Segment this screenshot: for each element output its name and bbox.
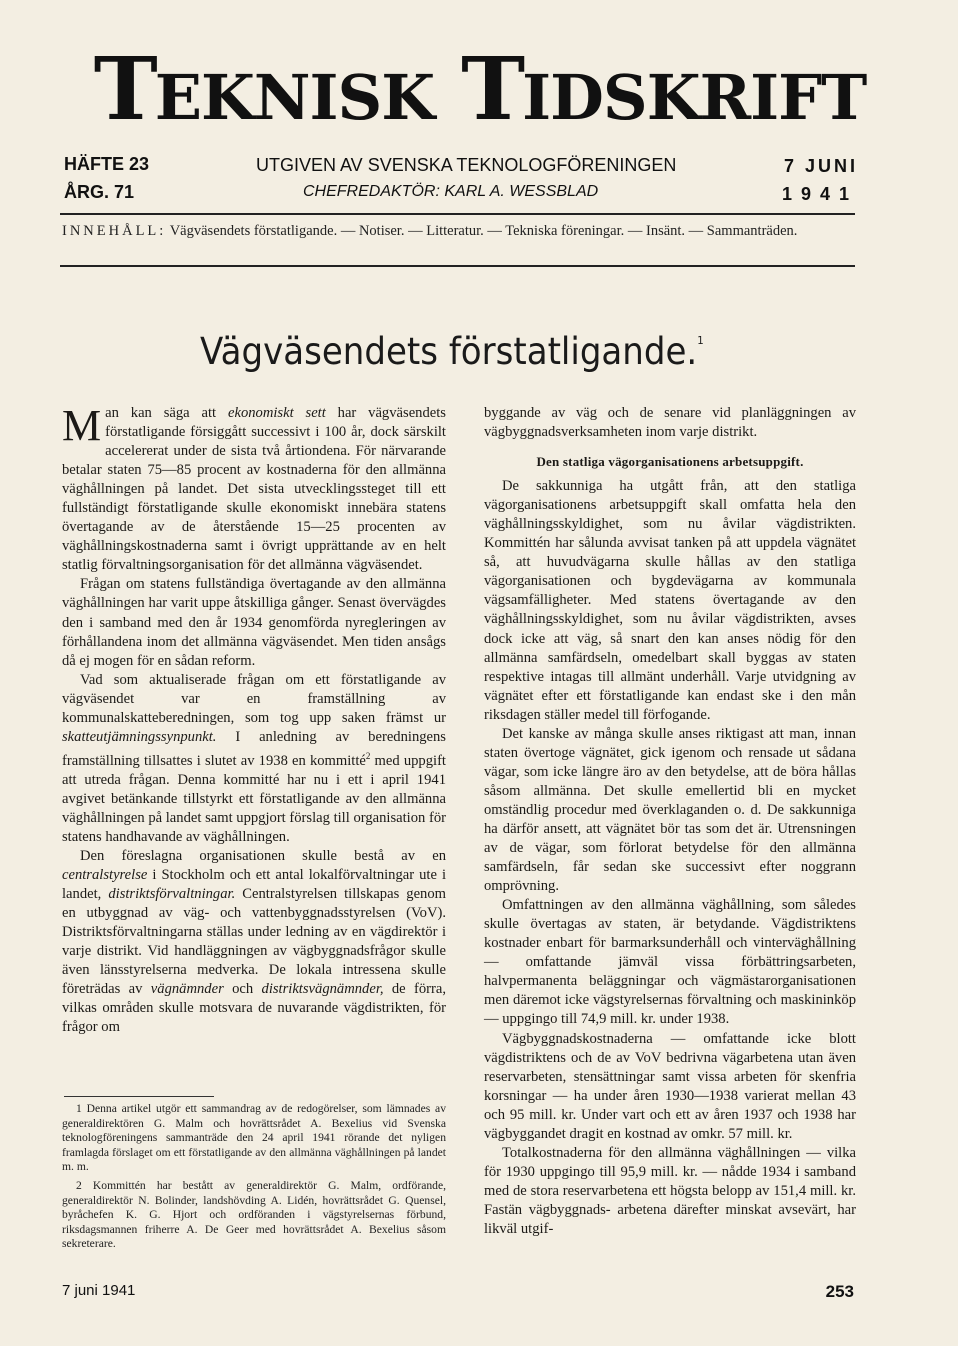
paragraph: byggande av väg och de senare vid planläggningen av vägbyggnadsverksamheten inom varje distrikt.: [484, 405, 856, 441]
contents-items: Vägväsendets förstatligande. — Notiser. — Litteratur. — Tekniska föreningar. — Insänt. — Sammanträden.: [169, 223, 798, 239]
footer-date: 7 juni 1941: [62, 1282, 136, 1299]
text-run: de förra, vilkas områden skulle motsvara de nuvarande vägdistrikten, för frågor om: [62, 981, 446, 1036]
contents-divider: [60, 265, 855, 267]
paragraph: Vägbyggnadskostnaderna — omfattande icke blott vägdistriktens och de av VoV bedrivna vägarbetena utan även reservarbeten, stensättningar samt vissa arbeten för skenfria korsningar — ha under åren 1930—1938 varierat mellan 43 och 95 mill. kr. Under vart och ett av åren 1937 och 1938 har vägbyggandet dragit en kostnad av omkr. 57 mill. kr.: [484, 1030, 856, 1142]
paragraph: Omfattningen av den allmänna väghållning, som således skulle övertagas av staten, är betydande. Vägdistriktens kostnader enbart för barmarksunderhåll och vinterväghållning — omfattande jämväl vissa förbättringsarbeten, halvpermanenta beläggningar och vägmästarorganisationen men däremot icke vägstyrelsernas förvaltning och maskininköp — uppgingo till 74,9 mill. kr. under 1938.: [484, 897, 856, 1028]
emphasis: ekonomiskt sett: [227, 405, 326, 421]
text-run: an kan säga att: [105, 405, 228, 421]
paragraph: Frågan om statens fullständiga övertagande av den allmänna väghållningen har varit uppe åtskilliga gånger. Senast övervägdes den i samband med den år 1934 genomförda nyregleringen av förhållandena inom det allmänna vägväsendet. Men tiden ansågs då ej mogen för en sådan reform.: [62, 576, 446, 669]
masthead-title: [60, 40, 900, 148]
masthead-cap-1: T: [93, 39, 155, 140]
text-run: med uppgift att utreda frågan. Denna kommitté har nu i ett i april 1941 avgivet betänkande tillstyrkt ett förstatligande av den allmänna väghållningen på landet samt uppgjort förslag till organisation för statens handhavande av väghållningen.: [62, 752, 446, 845]
paragraph: [62, 671, 446, 847]
text-run: Centralstyrelsen tillskapas genom en utbyggnad av väg- och vattenbyggnadsstyrelsen (VoV). Distriktsförvaltningarna ställas under ledning av en vägdirektör i varje distrikt. Vid handläggningen av vägbyggnadsfrågor skulle även länsstyrelserna medverka. De lokala intressena skulle företrädas av: [62, 886, 446, 998]
emphasis: distriktsförvaltningar.: [108, 886, 236, 903]
article-column-left: [62, 401, 446, 1037]
contents-label: INNEHÅLL:: [62, 223, 167, 239]
publisher-line: UTGIVEN AV SVENSKA TEKNOLOGFÖRENINGEN: [256, 155, 677, 175]
paragraph: [62, 847, 446, 1037]
text-run: i Stockholm och ett antal lokalförvaltningar ute i landet,: [62, 866, 446, 903]
masthead-word-1: EKNISK: [154, 61, 435, 134]
paragraph: De sakkunniga ha utgått från, att den statliga vägorganisationens arbetsuppgift skall omfatta hela den väghållningsskyldighet, som nu åvilar vägdistrikten. Kommittén har sålunda avvisat tanken på att uppdela vägnätet så, att huvudvägarna skulle hållas av den statliga vägorganisationen och bygdevägarna av kommunala vägsamfälligheter. Med statens övertagande av den väghållningsskyldighet, som nu åvilar vägdistrikten, avses dock icke att väg, så snart den kan anses nödig för den allmänna samfärdseln, omedelbart skall byggas av staten respektive intagas till allmänt underhåll. Varje utvidgning av vägnätet efter ett förstatligande kan endast ske i den mån riksdagen ställer medel till förfogande.: [484, 478, 856, 723]
issue-year: 1941: [781, 184, 858, 204]
text-run: Vad som aktualiserade frågan om ett förstatligande av vägväsendet var en framställning av kommunalskatteberedningen, som tog upp saken främst ur: [62, 671, 446, 726]
emphasis: skatteutjämningssynpunkt.: [62, 728, 217, 745]
footnotes: [62, 1102, 446, 1256]
article-column-right: [484, 404, 856, 1239]
text-run: Den föreslagna organisationen skulle bestå av en: [80, 847, 446, 864]
issue-date: 7 JUNI: [783, 156, 858, 176]
text-run: I anledning av beredningens framställning tillsattes i slutet av 1938 en kommitté: [62, 728, 446, 769]
emphasis: centralstyrelse: [62, 866, 148, 883]
footnote-1: 1 Denna artikel utgör ett sammandrag av de redogörelser, som lämnades av generaldirektören G. Malm och hovrättsrådet A. Bexelius vid Svenska teknologföreningens sammanträde den 24 april 1941 rörande det nyligen framlagda förslaget om ett förstatligande av den allmänna väghållningen på landet m. m.: [62, 1102, 446, 1174]
text-run: har vägväsendets förstatligande försiggått successivt i 100 år, dock särskilt accelererat under de sista två årtiondena. För närvarande betalar staten 75—85 procent av kostnaderna för den allmänna väghållningen på landet. Det sista utvecklingssteget till ett fullständigt förstatligande skulle ekonomiskt innebära statens övertagande av de återstående 15—25 procenten av väghållningskostnaderna samt i övrigt upprättande av en helt statlig förvaltningsorganisation för det allmänna vägväsendet.: [62, 405, 446, 574]
issue-number: HÄFTE 23: [64, 154, 150, 174]
title-footnote-marker: 1: [697, 334, 704, 347]
emphasis: distriktsvägnämnder,: [261, 981, 384, 998]
year-volume: ÅRG. 71: [64, 182, 135, 202]
section-heading: Den statliga vägorganisationens arbetsuppgift.: [536, 454, 804, 470]
editor-line: CHEFREDAKTÖR: KARL A. WESSBLAD: [303, 183, 599, 200]
footnote-divider: [64, 1096, 214, 1097]
masthead-word-2: IDSKRIFT: [522, 61, 867, 134]
page-number: 253: [825, 1282, 854, 1301]
header-divider: [60, 213, 855, 215]
text-run: och: [223, 981, 262, 998]
emphasis: vägnämnder: [150, 981, 224, 998]
footnote-marker: 2: [365, 750, 371, 761]
paragraph: [62, 401, 446, 575]
footnote-2: 2 Kommittén har bestått av generaldirektör G. Malm, ordförande, generaldirektör N. Bolinder, landshövding A. Lidén, hovrättsrådet G. Quensel, byråchefen K. G. Hjort och ordföranden i vägstyrelsernas förbund, riksdagsmannen friherre A. De Geer med hovrättsrådet A. Bexelius såsom sekreterare.: [62, 1178, 446, 1251]
article-title: [200, 330, 734, 373]
drop-cap: M: [62, 401, 102, 450]
masthead-cap-2: T: [461, 39, 523, 140]
table-of-contents: [62, 222, 862, 241]
paragraph: Det kanske av många skulle anses riktigast att man, innan staten övertoge vägnätet, gick igenom och rensade ut sådana vägar, som icke längre äro av den betydelse, att de böra hållas såsom allmänna. Det skulle emellertid bli en mycket omständlig procedur med överklaganden o. d. De sakkunniga ha därför ansett, att vägnätet bör tas som det är. Utrensningen av de vägar, som förlorat betydelse för den allmänna samfärdseln, får sedan ske successivt efter noggrann omprövning.: [484, 725, 856, 895]
article-title-text: Vägväsendets förstatligande.: [200, 330, 698, 373]
paragraph: Totalkostnaderna för den allmänna väghållningen — vilka för 1930 uppgingo till 95,9 mill. kr. — nådde 1934 i samband med de stora reservarbetena ett högsta belopp av 151,4 mill. kr. Fastän vägbyggnads- arbetena därefter minskat avsevärt, har likväl utgif-: [484, 1144, 856, 1237]
